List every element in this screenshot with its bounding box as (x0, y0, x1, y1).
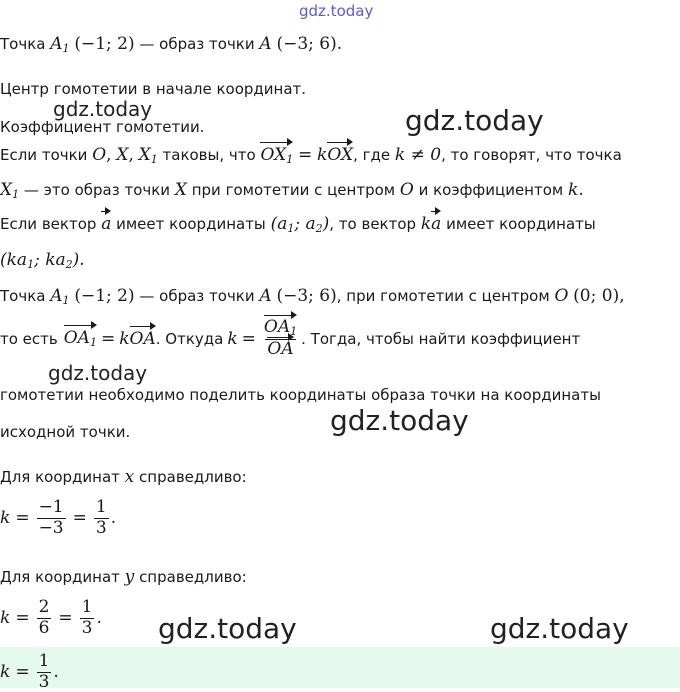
line-6: Если вектор a имеет координаты ($a_1$; $a_2$), то вектор ka имеет координаты (0, 214, 596, 235)
text: — образ точки (139, 35, 255, 53)
text: Точка (0, 35, 46, 53)
line-8: Точка $A_1$ (−1; 2) — образ точки A (−3; 6), при гомотетии с центром O (0; 0), (0, 286, 625, 307)
line-5: $X_1$ — это образ точки X при гомотетии с центром O и коэффициентом k. (0, 180, 584, 201)
answer-highlight (0, 647, 680, 688)
line-4: Если точки O, X, $X_1$ таковы, что $OX_1$ = kOX, где k ≠ 0, то говорят, что точка (0, 145, 622, 166)
line-9: то есть $OA_1$ = k OA . Откуда k = $\frac{OA_1}{OA}$ . Тогда, чтобы найти коэффициент (0, 317, 581, 359)
line-1: Точка $A_1$ (−1; 2) — образ точки A (−3; 6). (0, 34, 343, 55)
vector-oa: OA (129, 328, 156, 349)
line-12: Для координат x справедливо: (0, 467, 247, 487)
line-3: Коэффициент гомотетии. (0, 118, 205, 136)
point-a: A (259, 34, 272, 54)
line-2: Центр гомотетии в начале координат. (0, 80, 307, 98)
line-10: гомотетии необходимо поделить координаты образа точки на координаты (0, 386, 601, 404)
watermark: gdz.today (158, 612, 297, 645)
watermark: gdz.today (405, 104, 544, 137)
vector-ox1: $OX_1$ (260, 145, 294, 166)
coords: (−1; 2) (74, 34, 135, 54)
vector-ox: OX (327, 145, 354, 165)
coords: (−3; 6) (276, 34, 337, 54)
vector-oa1: $OA_1$ (63, 328, 97, 350)
watermark: gdz.today (490, 612, 629, 645)
point-a1: $A_1$ (50, 34, 70, 55)
watermark-top: gdz.today (299, 2, 374, 20)
line-14: Для координат y справедливо: (0, 567, 247, 587)
watermark: gdz.today (48, 361, 148, 385)
watermark: gdz.today (53, 97, 153, 121)
vector-a: a (101, 214, 112, 234)
equation-k-y: k = $\frac{2}{6}$ = $\frac{1}{3}$ . (0, 597, 102, 638)
watermark: gdz.today (330, 404, 469, 437)
line-11: исходной точки. (0, 423, 131, 441)
line-7: ($ka_1$; $ka_2$). (0, 250, 85, 271)
fraction-oa1-oa: $\frac{OA_1}{OA}$ (263, 317, 298, 359)
equation-k-answer: k = $\frac{1}{3}$ . (0, 651, 59, 692)
vector-a: a (431, 214, 442, 234)
equation-k-x: k = $\frac{-1}{-3}$ = $\frac{1}{3}$ . (0, 497, 117, 538)
